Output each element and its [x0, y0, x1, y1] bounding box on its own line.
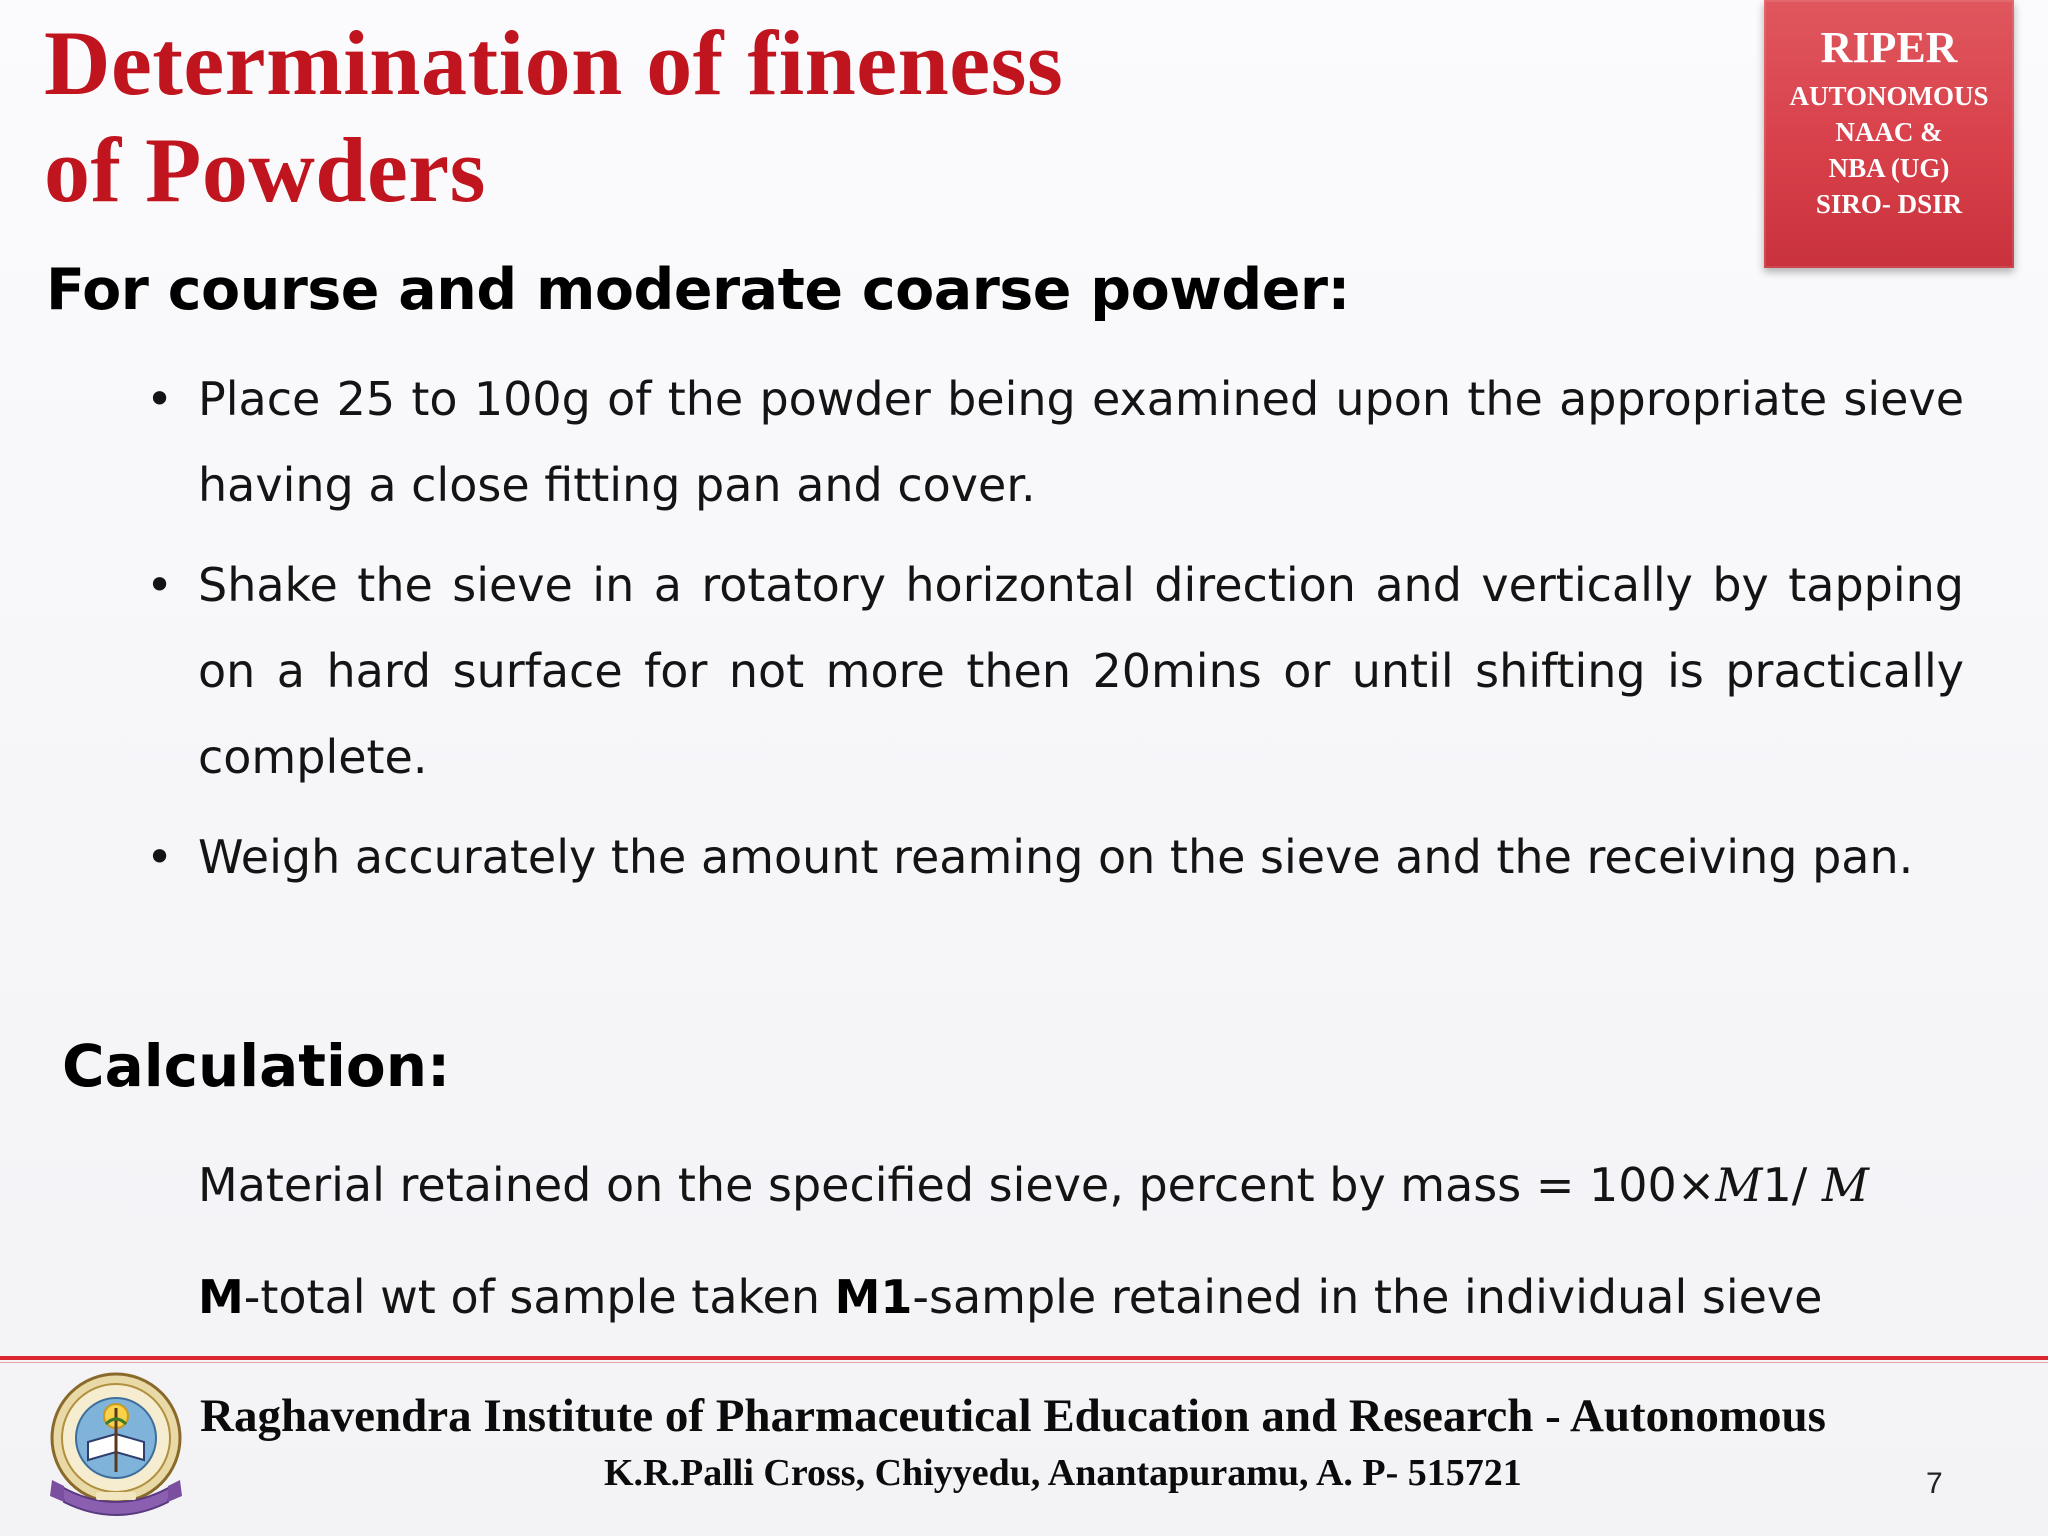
- procedure-step-3: [146, 814, 1964, 900]
- accreditation-badge: [1764, 0, 2014, 268]
- institute-address: K.R.Palli Cross, Chiyyedu, Anantapuramu, A. P- 515721: [604, 1452, 1522, 1494]
- badge-line-naac: NAAC &: [1835, 117, 1943, 147]
- legend-m-label: M: [198, 1270, 244, 1324]
- section-heading-calculation: Calculation:: [62, 1032, 451, 1100]
- procedure-list: [146, 356, 1964, 914]
- badge-line-autonomous: AUTONOMOUS: [1789, 81, 1989, 111]
- slide-title-line-2: of Powders: [44, 119, 486, 221]
- formula-legend: [198, 1262, 1822, 1332]
- calculation-formula: [198, 1150, 1869, 1220]
- institute-name: Raghavendra Institute of Pharmaceutical Education and Research - Autonomous: [200, 1390, 1826, 1442]
- badge-line-siro: SIRO- DSIR: [1815, 189, 1963, 219]
- legend-m-text: -total wt of sample taken: [243, 1270, 835, 1324]
- slide-title: [44, 10, 1063, 224]
- badge-line-nba: NBA (UG): [1828, 153, 1950, 183]
- formula-text: Material retained on the specified sieve, percent by mass = 100×: [198, 1158, 1716, 1212]
- bullet-icon: •: [146, 830, 174, 884]
- bullet-icon: •: [146, 372, 174, 426]
- section-heading-coarse-powder: For course and moderate coarse powder:: [46, 257, 1350, 323]
- footer-divider-thin: [0, 1362, 2048, 1363]
- formula-m1-suffix: 1/: [1762, 1158, 1822, 1212]
- legend-m1-label: M1: [834, 1270, 913, 1324]
- procedure-step-3-text: Weigh accurately the amount reaming on the sieve and the receiving pan.: [198, 830, 1914, 884]
- college-emblem-icon: [40, 1368, 192, 1524]
- procedure-step-1: [146, 356, 1964, 528]
- procedure-step-2-text: Shake the sieve in a rotatory horizontal direction and vertically by tapping on a hard surface for not more then 20mins or until shifting is practically complete.: [198, 558, 1964, 784]
- footer-divider: [0, 1356, 2048, 1360]
- formula-m1-symbol: M: [1715, 1158, 1763, 1212]
- slide-title-line-1: Determination of fineness: [44, 12, 1064, 114]
- legend-m1-text: -sample retained in the individual sieve: [912, 1270, 1823, 1324]
- procedure-step-2: [146, 542, 1964, 800]
- formula-m-symbol: M: [1821, 1158, 1869, 1212]
- procedure-step-1-text: Place 25 to 100g of the powder being examined upon the appropriate sieve having a close fitting pan and cover.: [198, 372, 1964, 512]
- page-number: 7: [1926, 1467, 1943, 1500]
- badge-title: RIPER: [1820, 23, 1958, 72]
- bullet-icon: •: [146, 558, 174, 612]
